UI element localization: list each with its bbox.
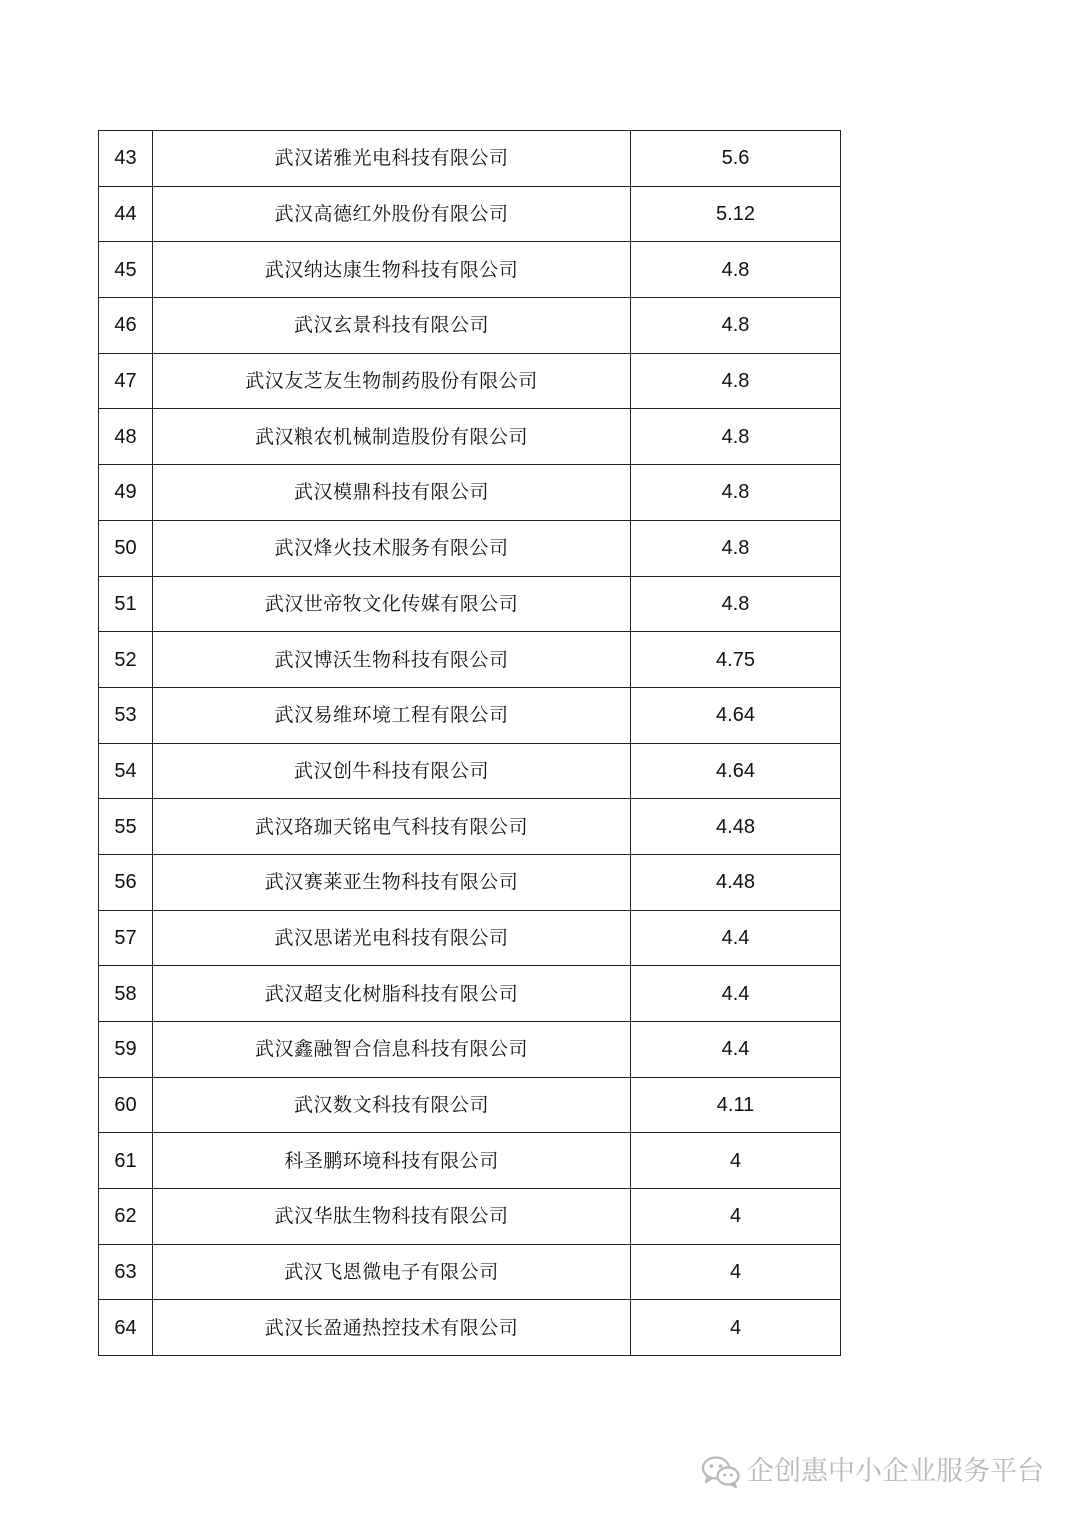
value-cell: 4.8 (631, 409, 841, 465)
company-name-cell: 武汉创牛科技有限公司 (153, 743, 631, 799)
row-number-cell: 58 (99, 966, 153, 1022)
company-name-cell: 武汉世帝牧文化传媒有限公司 (153, 576, 631, 632)
row-number-cell: 54 (99, 743, 153, 799)
row-number-cell: 51 (99, 576, 153, 632)
company-name-cell: 武汉珞珈天铭电气科技有限公司 (153, 799, 631, 855)
table-row (99, 465, 841, 521)
value-cell: 4.64 (631, 687, 841, 743)
row-number-cell: 50 (99, 520, 153, 576)
table-row (99, 632, 841, 688)
company-name-cell: 武汉易维环境工程有限公司 (153, 687, 631, 743)
table-row (99, 353, 841, 409)
company-name-cell: 武汉数文科技有限公司 (153, 1077, 631, 1133)
value-cell: 4.4 (631, 1022, 841, 1078)
row-number-cell: 52 (99, 632, 153, 688)
table-row (99, 409, 841, 465)
company-name-cell: 武汉纳达康生物科技有限公司 (153, 242, 631, 298)
wechat-icon (701, 1455, 741, 1489)
table-row (99, 910, 841, 966)
table-row (99, 854, 841, 910)
row-number-cell: 53 (99, 687, 153, 743)
row-number-cell: 59 (99, 1022, 153, 1078)
row-number-cell: 48 (99, 409, 153, 465)
row-number-cell: 55 (99, 799, 153, 855)
table-row (99, 1022, 841, 1078)
watermark (701, 1452, 1044, 1492)
company-name-cell: 武汉长盈通热控技术有限公司 (153, 1300, 631, 1356)
row-number-cell: 60 (99, 1077, 153, 1133)
company-name-cell: 武汉超支化树脂科技有限公司 (153, 966, 631, 1022)
row-number-cell: 62 (99, 1189, 153, 1245)
table-row (99, 1189, 841, 1245)
row-number-cell: 64 (99, 1300, 153, 1356)
table-row (99, 186, 841, 242)
row-number-cell: 46 (99, 298, 153, 354)
value-cell: 4 (631, 1300, 841, 1356)
value-cell: 4.8 (631, 353, 841, 409)
row-number-cell: 57 (99, 910, 153, 966)
company-table (98, 130, 841, 1356)
value-cell: 5.12 (631, 186, 841, 242)
table-row (99, 966, 841, 1022)
value-cell: 4.8 (631, 576, 841, 632)
company-name-cell: 武汉诺雅光电科技有限公司 (153, 131, 631, 187)
value-cell: 4 (631, 1244, 841, 1300)
value-cell: 4.4 (631, 910, 841, 966)
table-row (99, 520, 841, 576)
table-row (99, 576, 841, 632)
company-name-cell: 武汉思诺光电科技有限公司 (153, 910, 631, 966)
company-name-cell: 科圣鹏环境科技有限公司 (153, 1133, 631, 1189)
table-row (99, 799, 841, 855)
value-cell: 4.11 (631, 1077, 841, 1133)
table-row (99, 1133, 841, 1189)
value-cell: 4.8 (631, 465, 841, 521)
value-cell: 4.48 (631, 854, 841, 910)
table-row (99, 743, 841, 799)
value-cell: 4.75 (631, 632, 841, 688)
row-number-cell: 44 (99, 186, 153, 242)
company-name-cell: 武汉赛莱亚生物科技有限公司 (153, 854, 631, 910)
row-number-cell: 49 (99, 465, 153, 521)
row-number-cell: 45 (99, 242, 153, 298)
value-cell: 4 (631, 1133, 841, 1189)
table-row (99, 298, 841, 354)
table-row (99, 242, 841, 298)
value-cell: 4.4 (631, 966, 841, 1022)
value-cell: 5.6 (631, 131, 841, 187)
row-number-cell: 43 (99, 131, 153, 187)
row-number-cell: 61 (99, 1133, 153, 1189)
table-row (99, 1077, 841, 1133)
value-cell: 4.48 (631, 799, 841, 855)
table-row (99, 131, 841, 187)
table-row (99, 1300, 841, 1356)
value-cell: 4.64 (631, 743, 841, 799)
company-name-cell: 武汉博沃生物科技有限公司 (153, 632, 631, 688)
company-name-cell: 武汉玄景科技有限公司 (153, 298, 631, 354)
value-cell: 4 (631, 1189, 841, 1245)
company-name-cell: 武汉飞恩微电子有限公司 (153, 1244, 631, 1300)
row-number-cell: 56 (99, 854, 153, 910)
table-row (99, 1244, 841, 1300)
value-cell: 4.8 (631, 242, 841, 298)
company-table-body (99, 131, 841, 1356)
row-number-cell: 47 (99, 353, 153, 409)
company-name-cell: 武汉华肽生物科技有限公司 (153, 1189, 631, 1245)
company-name-cell: 武汉鑫融智合信息科技有限公司 (153, 1022, 631, 1078)
watermark-text: 企创惠中小企业服务平台 (747, 1456, 1044, 1487)
company-name-cell: 武汉友芝友生物制药股份有限公司 (153, 353, 631, 409)
value-cell: 4.8 (631, 520, 841, 576)
value-cell: 4.8 (631, 298, 841, 354)
company-name-cell: 武汉高德红外股份有限公司 (153, 186, 631, 242)
company-name-cell: 武汉烽火技术服务有限公司 (153, 520, 631, 576)
table-row (99, 687, 841, 743)
row-number-cell: 63 (99, 1244, 153, 1300)
company-name-cell: 武汉粮农机械制造股份有限公司 (153, 409, 631, 465)
company-name-cell: 武汉模鼎科技有限公司 (153, 465, 631, 521)
